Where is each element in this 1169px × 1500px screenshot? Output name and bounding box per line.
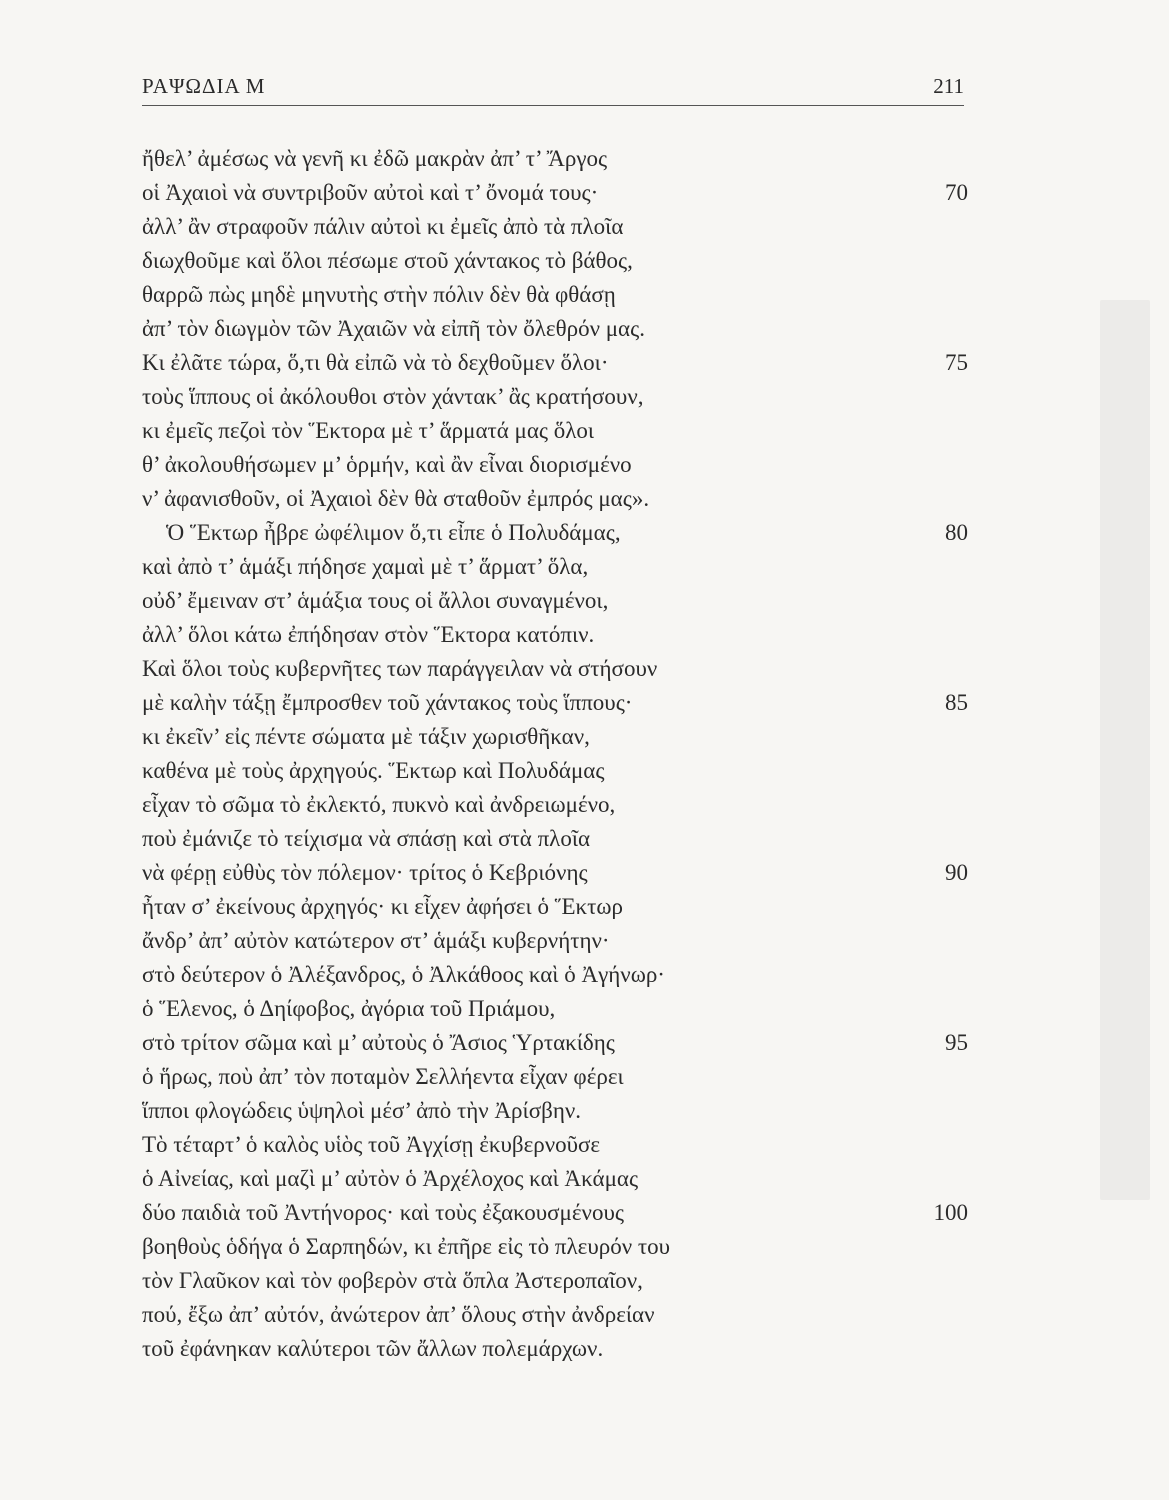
verse-line	[142, 924, 968, 958]
verse-text: ἀλλ’ ἂν στραφοῦν πάλιν αὐτοὶ κι ἐμεῖς ἀπὸ τὰ πλοῖα	[142, 214, 624, 239]
verse-text: τοῦ ἐφάνηκαν καλύτεροι τῶν ἄλλων πολεμάρχων.	[142, 1336, 604, 1361]
verse-text: μὲ καλὴν τάξῃ ἔμπροσθεν τοῦ χάντακος τοὺς ἵππους·	[142, 690, 633, 715]
verse-block	[142, 142, 968, 1366]
verse-line	[142, 516, 968, 550]
verse-text: διωχθοῦμε καὶ ὅλοι πέσωμε στοῦ χάντακος τὸ βάθος,	[142, 248, 633, 273]
verse-line	[142, 1332, 968, 1366]
verse-line	[142, 890, 968, 924]
verse-text: θ’ ἀκολουθήσωμεν μ’ ὁρμήν, καὶ ἂν εἶναι διορισμένο	[142, 452, 632, 477]
verse-line	[142, 788, 968, 822]
verse-text: κι ἐμεῖς πεζοὶ τὸν Ἕκτορα μὲ τ’ ἅρματά μας ὅλοι	[142, 418, 595, 443]
verse-text: καὶ ἀπὸ τ’ ἁμάξι πήδησε χαμαὶ μὲ τ’ ἅρματ’ ὅλα,	[142, 554, 589, 579]
verse-text: εἶχαν τὸ σῶμα τὸ ἐκλεκτό, πυκνὸ καὶ ἀνδρειωμένο,	[142, 792, 616, 817]
verse-line	[142, 1264, 968, 1298]
line-number: 95	[945, 1030, 968, 1055]
verse-line	[142, 482, 968, 516]
verse-line	[142, 1128, 968, 1162]
verse-text: ἀλλ’ ὅλοι κάτω ἐπήδησαν στὸν Ἕκτορα κατόπιν.	[142, 622, 595, 647]
verse-text: ἀπ’ τὸν διωγμὸν τῶν Ἀχαιῶν νὰ εἰπῆ τὸν ὄλεθρόν μας.	[142, 316, 645, 341]
verse-text: Τὸ τέταρτ’ ὁ καλὸς υἱὸς τοῦ Ἀγχίσῃ ἐκυβερνοῦσε	[142, 1132, 601, 1157]
page-number: 211	[933, 74, 964, 98]
verse-line	[142, 584, 968, 618]
verse-text: ποὺ ἐμάνιζε τὸ τείχισμα νὰ σπάσῃ καὶ στὰ πλοῖα	[142, 826, 591, 851]
verse-line	[142, 142, 968, 176]
verse-text: ἤθελ’ ἀμέσως νὰ γενῆ κι ἐδῶ μακρὰν ἀπ’ τ’ Ἄργος	[142, 146, 608, 171]
verse-line	[142, 652, 968, 686]
verse-line	[142, 958, 968, 992]
line-number: 70	[945, 180, 968, 205]
verse-text: καθένα μὲ τοὺς ἀρχηγούς. Ἕκτωρ καὶ Πολυδάμας	[142, 758, 605, 783]
verse-line	[142, 822, 968, 856]
running-head	[142, 70, 964, 104]
verse-text: τὸν Γλαῦκον καὶ τὸν φοβερὸν στὰ ὅπλα Ἀστεροπαῖον,	[142, 1268, 643, 1293]
verse-text: ν’ ἀφανισθοῦν, οἱ Ἀχαιοὶ δὲν θὰ σταθοῦν ἐμπρός μας».	[142, 486, 650, 511]
verse-text: οὐδ’ ἔμειναν στ’ ἁμάξια τους οἱ ἄλλοι συναγμένοι,	[142, 588, 609, 613]
chapter-title: ΡΑΨΩΔΙΑ Μ	[142, 74, 266, 98]
verse-line	[142, 210, 968, 244]
verse-line	[142, 312, 968, 346]
verse-line	[142, 1196, 968, 1230]
verse-text: στὸ δεύτερον ὁ Ἀλέξανδρος, ὁ Ἀλκάθοος καὶ ὁ Ἀγήνωρ·	[142, 962, 665, 987]
verse-line	[142, 686, 968, 720]
verse-text: ἦταν σ’ ἐκείνους ἀρχηγός· κι εἶχεν ἀφήσει ὁ Ἕκτωρ	[142, 894, 623, 919]
verse-line	[142, 448, 968, 482]
verse-text: Καὶ ὅλοι τοὺς κυβερνῆτες των παράγγειλαν νὰ στήσουν	[142, 656, 658, 681]
verse-text: πού, ἔξω ἀπ’ αὐτόν, ἀνώτερον ἀπ’ ὅλους στὴν ἀνδρείαν	[142, 1302, 655, 1327]
line-number: 75	[945, 350, 968, 375]
verse-text: ὁ Ἕλενος, ὁ Δηίφοβος, ἀγόρια τοῦ Πριάμου,	[142, 996, 556, 1021]
verse-text: τοὺς ἵππους οἱ ἀκόλουθοι στὸν χάντακ’ ἂς κρατήσουν,	[142, 384, 644, 409]
verse-text: δύο παιδιὰ τοῦ Ἀντήνορος· καὶ τοὺς ἐξακουσμένους	[142, 1200, 624, 1225]
verse-text: στὸ τρίτον σῶμα καὶ μ’ αὐτοὺς ὁ Ἄσιος Ὑρτακίδης	[142, 1030, 615, 1055]
verse-line	[142, 244, 968, 278]
verse-line	[142, 992, 968, 1026]
verse-line	[142, 1094, 968, 1128]
verse-text: νὰ φέρῃ εὐθὺς τὸν πόλεμον· τρίτος ὁ Κεβριόνης	[142, 860, 588, 885]
verse-text: βοηθοὺς ὁδήγα ὁ Σαρπηδών, κι ἐπῆρε εἰς τὸ πλευρόν του	[142, 1234, 670, 1259]
verse-text: οἱ Ἀχαιοὶ νὰ συντριβοῦν αὐτοὶ καὶ τ’ ὄνομά τους·	[142, 180, 599, 205]
verse-line	[142, 1230, 968, 1264]
verse-line	[142, 1162, 968, 1196]
line-number: 100	[933, 1200, 968, 1225]
verse-line	[142, 1060, 968, 1094]
verse-line	[142, 1026, 968, 1060]
verse-text: ὁ ἥρως, ποὺ ἀπ’ τὸν ποταμὸν Σελλήεντα εἶχαν φέρει	[142, 1064, 624, 1089]
verse-text: ἄνδρ’ ἀπ’ αὐτὸν κατώτερον στ’ ἁμάξι κυβερνήτην·	[142, 928, 610, 953]
verse-text: Ὁ Ἕκτωρ ἦβρε ὠφέλιμον ὅ,τι εἶπε ὁ Πολυδάμας,	[166, 520, 621, 545]
verse-text: ἵπποι φλογώδεις ὑψηλοὶ μέσ’ ἀπὸ τὴν Ἀρίσβην.	[142, 1098, 581, 1123]
verse-line	[142, 754, 968, 788]
verse-line	[142, 720, 968, 754]
verse-text: θαρρῶ πὼς μηδὲ μηνυτὴς στὴν πόλιν δὲν θὰ φθάσῃ	[142, 282, 616, 307]
verse-line	[142, 550, 968, 584]
verse-line	[142, 1298, 968, 1332]
line-number: 90	[945, 860, 968, 885]
verse-text: ὁ Αἰνείας, καὶ μαζὶ μ’ αὐτὸν ὁ Ἀρχέλοχος καὶ Ἀκάμας	[142, 1166, 639, 1191]
line-number: 85	[945, 690, 968, 715]
header-rule	[142, 105, 964, 106]
verse-line	[142, 414, 968, 448]
verse-line	[142, 346, 968, 380]
line-number: 80	[945, 520, 968, 545]
verse-line	[142, 856, 968, 890]
verse-line	[142, 176, 968, 210]
verse-text: κι ἐκεῖν’ εἰς πέντε σώματα μὲ τάξιν χωρισθῆκαν,	[142, 724, 590, 749]
verse-line	[142, 380, 968, 414]
verse-line	[142, 618, 968, 652]
bleed-through-mark	[1100, 300, 1150, 1200]
verse-text: Κι ἐλᾶτε τώρα, ὅ,τι θὰ εἰπῶ νὰ τὸ δεχθοῦμεν ὅλοι·	[142, 350, 609, 375]
verse-line	[142, 278, 968, 312]
